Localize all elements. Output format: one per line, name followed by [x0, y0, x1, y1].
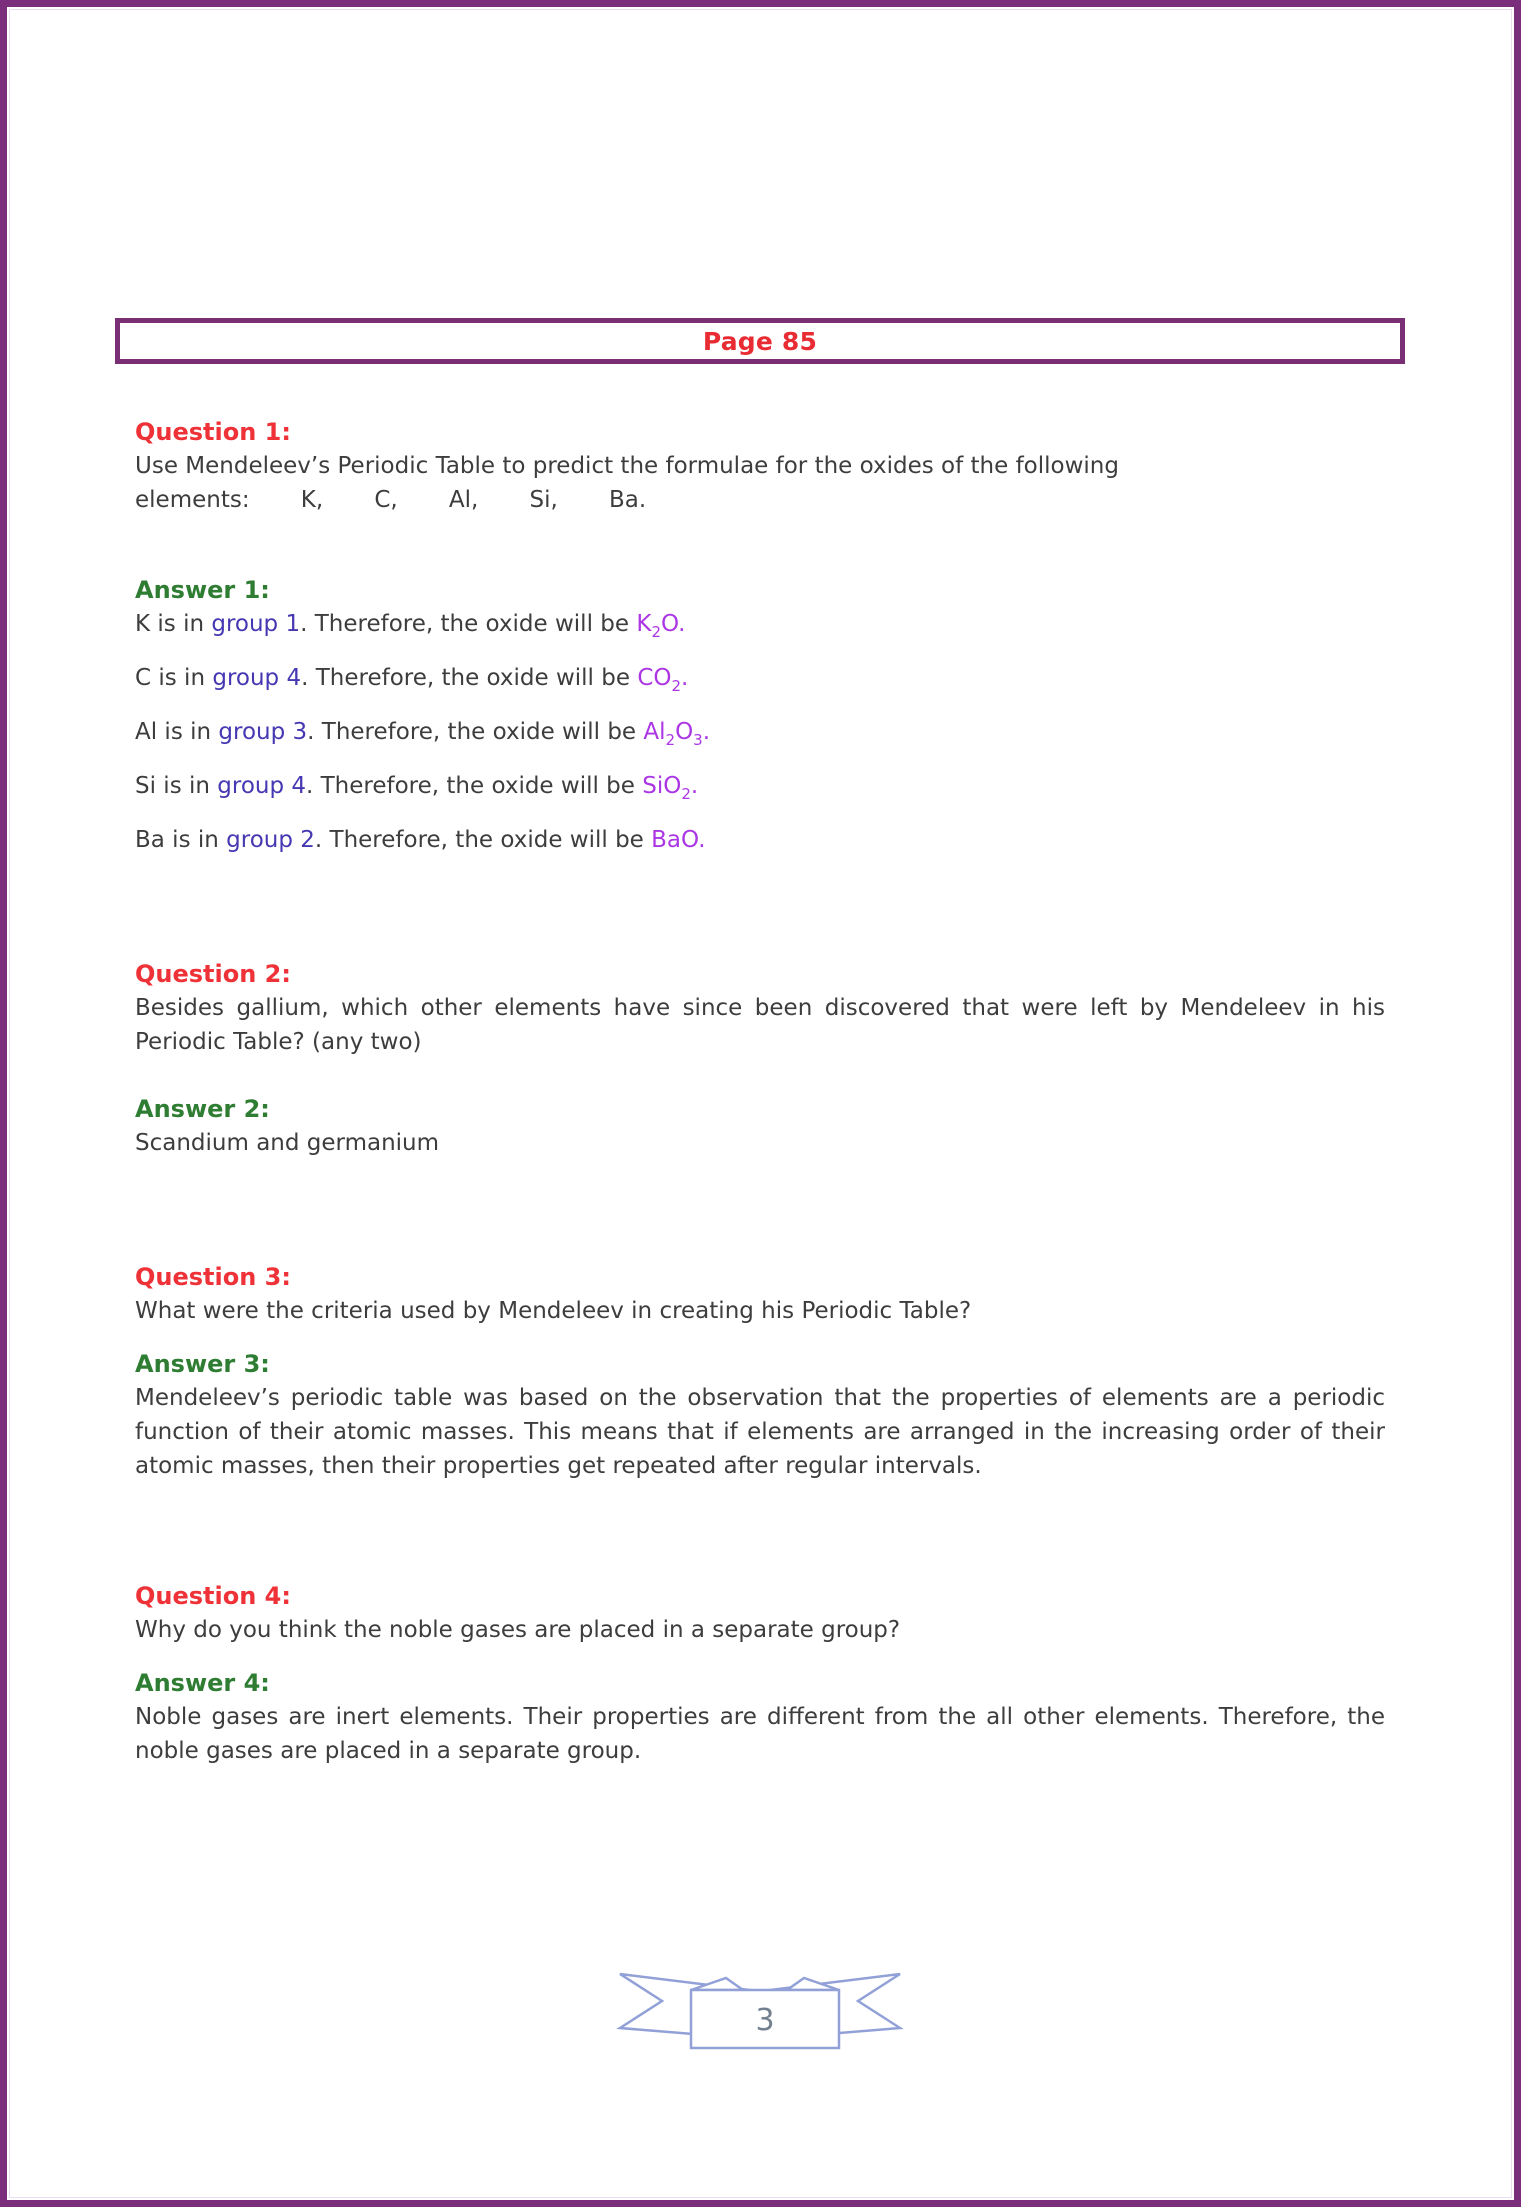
group-number-text: group 4: [217, 773, 307, 799]
question-3-heading: Question 3:: [135, 1263, 291, 1291]
answer-1-heading: Answer 1:: [135, 576, 270, 604]
formula-subscript: 3: [693, 731, 703, 749]
question-2-text: Besides gallium, which other elements have since been discovered that were left by Mendeleev in his Periodic Table? (any two): [135, 995, 1385, 1055]
page-header-title: Page 85: [702, 326, 818, 356]
group-number-text: group 4: [212, 665, 302, 691]
oxide-middle: . Therefore, the oxide will be: [314, 827, 652, 853]
formula-subscript: 2: [681, 785, 691, 803]
oxide-middle: . Therefore, the oxide will be: [307, 719, 644, 745]
page-inner-frame: [9, 9, 1512, 2198]
formula-subscript: 2: [671, 677, 682, 695]
answer-1-oxide-line-al: [135, 715, 1385, 751]
question-1-heading: Question 1:: [135, 418, 291, 446]
qa-block-2: [135, 957, 1385, 1160]
group-number-text: group 3: [218, 719, 308, 745]
answer-2-heading: Answer 2:: [135, 1095, 270, 1123]
qa-block-4: [135, 1579, 1385, 1768]
answer-1-oxide-line-si: [135, 769, 1385, 805]
answer-3-text: Mendeleev’s periodic table was based on the observation that the properties of elements are a periodic function of their atomic masses. This means that if elements are arranged in the increasing order of their atomic masses, then their properties get repeated after regular intervals.: [135, 1385, 1385, 1479]
formula-part: O: [675, 719, 694, 745]
formula-part: BaO: [651, 827, 699, 853]
oxide-formula: [636, 611, 686, 641]
qa-block-3: [135, 1260, 1385, 1483]
answer-3-heading: Answer 3:: [135, 1350, 270, 1378]
question-4-heading: Question 4:: [135, 1582, 291, 1610]
group-number-text: group 1: [211, 611, 301, 637]
formula-part: SiO: [642, 773, 682, 799]
ribbon-banner-icon: [614, 1966, 906, 2051]
answer-1-oxide-line-ba: [135, 823, 1385, 857]
page-content: [135, 415, 1385, 2051]
formula-part: .: [702, 719, 711, 745]
qa-block-1: [135, 415, 1385, 857]
page-number-ribbon: [614, 1966, 906, 2051]
formula-part: .: [678, 611, 686, 637]
question-1-text-line-1: Use Mendeleev’s Periodic Table to predict the formulae for the oxides of the following: [135, 453, 1119, 479]
formula-part: O: [660, 611, 679, 637]
oxide-formula: [651, 827, 705, 853]
oxide-prefix: Ba is in: [135, 827, 227, 853]
oxide-middle: . Therefore, the oxide will be: [301, 665, 638, 691]
page-number-text: 3: [755, 2003, 775, 2038]
formula-part: CO: [637, 665, 672, 691]
formula-subscript: 2: [665, 731, 676, 749]
question-3-text: What were the criteria used by Mendeleev in creating his Periodic Table?: [135, 1298, 972, 1324]
answer-4-heading: Answer 4:: [135, 1669, 270, 1697]
formula-part: Al: [643, 719, 666, 745]
page-header-box: [115, 318, 1405, 364]
question-1-text-line-2: elements: K, C, Al, Si, Ba.: [135, 487, 647, 513]
oxide-middle: . Therefore, the oxide will be: [300, 611, 637, 637]
oxide-middle: . Therefore, the oxide will be: [306, 773, 643, 799]
question-2-heading: Question 2:: [135, 960, 291, 988]
formula-subscript: 2: [651, 623, 661, 641]
answer-2-text: Scandium and germanium: [135, 1130, 440, 1156]
formula-part: .: [698, 827, 706, 853]
group-number-text: group 2: [226, 827, 315, 853]
formula-part: K: [636, 611, 652, 637]
answer-1-oxide-line-c: [135, 661, 1385, 697]
oxide-prefix: K is in: [135, 611, 212, 637]
oxide-formula: [637, 665, 689, 695]
formula-part: .: [690, 773, 699, 799]
oxide-prefix: Si is in: [135, 773, 218, 799]
oxide-prefix: Al is in: [135, 719, 219, 745]
answer-4-text: Noble gases are inert elements. Their properties are different from the all other elements. Therefore, the noble gases are placed in a separate group.: [135, 1704, 1385, 1764]
question-4-text: Why do you think the noble gases are placed in a separate group?: [135, 1617, 901, 1643]
oxide-formula: [643, 719, 711, 749]
oxide-prefix: C is in: [135, 665, 213, 691]
formula-part: .: [681, 665, 689, 691]
answer-1-oxide-line-k: [135, 607, 1385, 643]
oxide-formula: [642, 773, 699, 803]
